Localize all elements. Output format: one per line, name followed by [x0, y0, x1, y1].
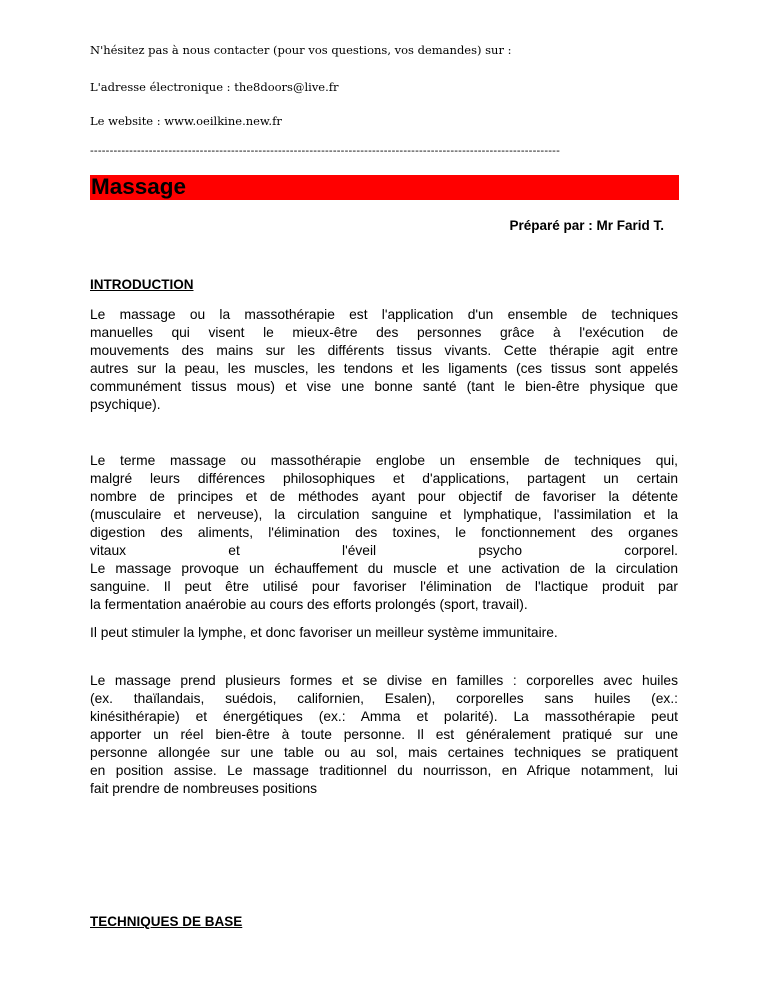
paragraph-line: fait prendre de nombreuses positions [90, 781, 318, 796]
intro-paragraph-1 [90, 306, 678, 414]
contact-email: L'adresse électronique : the8doors@live.fr [90, 80, 339, 94]
contact-website: Le website : www.oeilkine.new.fr [90, 114, 282, 128]
paragraph-line: (musculaire et nerveuse), la circulation sanguine et lymphatique, l'assimilation et la [90, 507, 678, 522]
paragraph-line: Il peut stimuler la lymphe, et donc favoriser un meilleur système immunitaire. [90, 625, 558, 640]
paragraph-line: personne allongée sur une table ou au sol, mais certaines techniques se pratiquent [90, 745, 678, 760]
contact-intro: N'hésitez pas à nous contacter (pour vos questions, vos demandes) sur : [90, 43, 512, 57]
paragraph-line: autres sur la peau, les muscles, les tendons et les ligaments (ces tissus sont appelés [90, 361, 678, 376]
paragraph-line: en position assise. Le massage traditionnel du nourrisson, en Afrique notamment, lui [90, 763, 678, 778]
paragraph-line: sanguine. Il peut être utilisé pour favoriser l'élimination de l'lactique produit par [90, 579, 678, 594]
document-title: Massage [91, 174, 187, 199]
paragraph-line: psychique). [90, 397, 161, 412]
introduction-heading: INTRODUCTION [90, 277, 194, 292]
paragraph-line: mouvements des mains sur les différents tissus vivants. Cette thérapie agit entre [90, 343, 678, 358]
intro-paragraph-2 [90, 452, 678, 614]
paragraph-line: Le massage provoque un échauffement du muscle et une activation de la circulation [90, 561, 678, 576]
title-banner [90, 175, 679, 200]
intro-paragraph-4 [90, 672, 678, 798]
paragraph-line: Le terme massage ou massothérapie englobe un ensemble de techniques qui, [90, 453, 678, 468]
paragraph-line: vitaux et l'éveil psycho corporel. [90, 543, 678, 558]
author-line: Préparé par : Mr Farid T. [509, 218, 664, 233]
separator-line: ------------------------------------------------------------------------------------------------------------------------ [90, 144, 561, 157]
paragraph-line: communément tissus mous) et vise une bonne santé (tant le bien-être physique que [90, 379, 678, 394]
intro-paragraph-3 [90, 624, 678, 642]
paragraph-line: manuelles qui visent le mieux-être des personnes grâce à l'exécution de [90, 325, 678, 340]
paragraph-line: apporter un réel bien-être à toute personne. Il est généralement pratiqué sur une [90, 727, 678, 742]
paragraph-line: Le massage ou la massothérapie est l'application d'un ensemble de techniques [90, 307, 678, 322]
techniques-heading: TECHNIQUES DE BASE [90, 914, 243, 929]
paragraph-line: kinésithérapie) et énergétiques (ex.: Amma et polarité). La massothérapie peut [90, 709, 678, 724]
paragraph-line: malgré leurs différences philosophiques et d'applications, partagent un certain [90, 471, 678, 486]
paragraph-line: nombre de principes et de méthodes ayant pour objectif de favoriser la détente [90, 489, 678, 504]
paragraph-line: la fermentation anaérobie au cours des efforts prolongés (sport, travail). [90, 597, 528, 612]
paragraph-line: digestion des aliments, l'élimination des toxines, le fonctionnement des organes [90, 525, 678, 540]
paragraph-line: Le massage prend plusieurs formes et se divise en familles : corporelles avec huiles [90, 673, 678, 688]
paragraph-line: (ex. thaïlandais, suédois, californien, Esalen), corporelles sans huiles (ex.: [90, 691, 678, 706]
